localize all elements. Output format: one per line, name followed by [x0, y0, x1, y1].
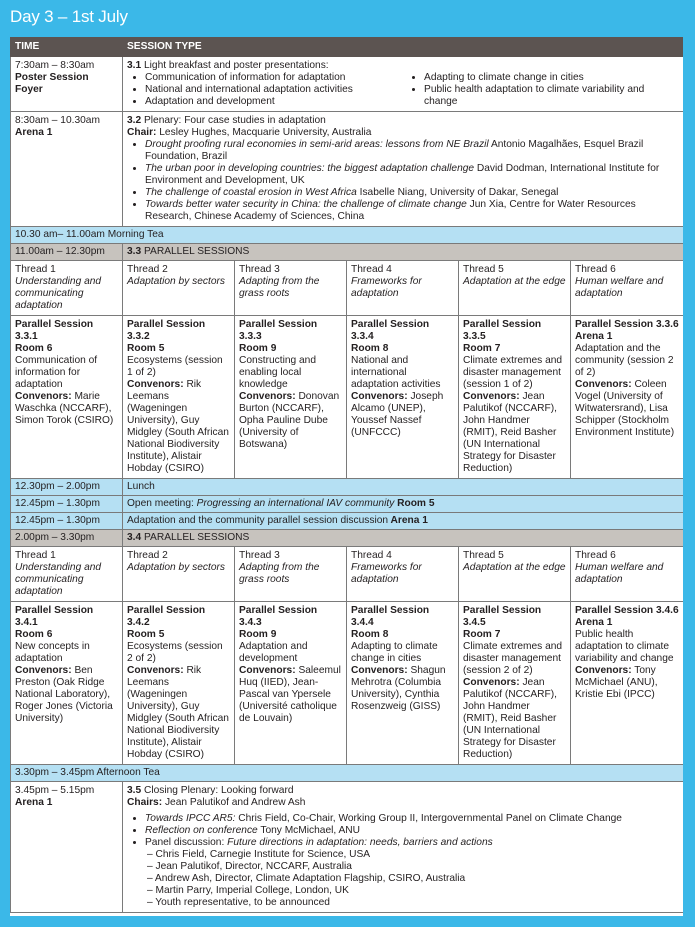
session-cell [123, 57, 684, 112]
page-title: Day 3 – 1st July [10, 7, 128, 26]
panel-list [127, 849, 679, 909]
session-location: Arena 1 [15, 127, 53, 138]
session-number: 3.1 [127, 60, 142, 71]
chair-label: Chairs: [127, 797, 163, 808]
thread-cell: Thread 1 Understanding and communicating adaptation [11, 261, 123, 316]
thread-cell: Thread 2 Adaptation by sectors [123, 261, 235, 316]
session-time: 12.45pm – 1.30pm [11, 513, 123, 530]
break-row [11, 765, 684, 782]
break-row [11, 227, 684, 244]
parallel-title: 3.4 PARALLEL SESSIONS [123, 530, 684, 547]
list-item: • Adapting to climate change in cities [424, 72, 679, 84]
session-location: Poster Session [15, 72, 89, 83]
meeting-label: Open meeting: Progressing an international IAV community Room 5 [123, 496, 684, 513]
thread-cell: Thread 5 Adaptation at the edge [459, 261, 571, 316]
threads-row-3-3 [11, 261, 684, 316]
list-item: – Martin Parry, Imperial College, London, UK [147, 885, 349, 896]
session-cell [123, 112, 684, 227]
thread-cell: Thread 6 Human welfare and adaptation [571, 261, 684, 316]
session-title: Closing Plenary: Looking forward [141, 785, 294, 796]
time-cell [11, 57, 123, 112]
session-time: 3.45pm – 5.15pm [15, 785, 95, 796]
thread-cell: Thread 3 Adapting from the grass roots [235, 261, 347, 316]
session-number: 3.2 [127, 115, 142, 126]
morning-tea: 10.30 am– 11.00am Morning Tea [11, 227, 684, 244]
list-item: • Public health adaptation to climate variability and change [424, 84, 679, 108]
session-type-header: SESSION TYPE [123, 38, 684, 57]
poster-topics-right [406, 72, 679, 108]
session-title: Plenary: Four case studies in adaptation [141, 115, 326, 126]
session-cell [123, 782, 684, 913]
list-item: • National and international adaptation activities [145, 84, 400, 96]
time-cell [11, 782, 123, 913]
chair-name: Lesley Hughes, Macquarie University, Australia [156, 127, 372, 138]
parallel-session-cell: Parallel Session 3.4.6 Arena 1 Public health adaptation to climate variability and change Convenors: Tony McMichael (ANU), Kristie Ebi (IPCC) [571, 602, 684, 765]
parallel-session-cell: Parallel Session 3.3.2 Room 5 Ecosystems (session 1 of 2) Convenors: Rik Leemans (Wageningen University), Guy Midgley (South African National Biodiversity Institute), Alistair Hobday (CSIRO) [123, 316, 235, 479]
time-cell [11, 112, 123, 227]
meeting-row [11, 496, 684, 513]
parallel-session-cell: Parallel Session 3.4.2 Room 5 Ecosystems (session 2 of 2) Convenors: Rik Leemans (Wageningen University), Guy Midgley (South African National Biodiversity Institute), Alistair Hobday (CSIRO) [123, 602, 235, 765]
parallel-session-cell: Parallel Session 3.4.5 Room 7 Climate extremes and disaster management (session 2 of 2) Convenors: Jean Palutikof (NCCARF), John Handmer (RMIT), Reid Basher (UN International Strategy for Disaster Reduction) [459, 602, 571, 765]
session-location: Arena 1 [15, 797, 53, 808]
parallel-session-cell: Parallel Session 3.4.4 Room 8 Adapting to climate change in cities Convenors: Shagun Mehrotra (Columbia University), Cynthia Rosenzweig (GISS) [347, 602, 459, 765]
list-item: • The challenge of coastal erosion in West Africa Isabelle Niang, University of Dakar, Senegal [145, 187, 679, 199]
thread-cell: Thread 4 Frameworks for adaptation [347, 261, 459, 316]
discussion-row [11, 513, 684, 530]
session-number: 3.5 [127, 785, 142, 796]
list-item: • Towards better water security in China: the challenge of climate change Jun Xia, Centre for Water Resources Research, Chinese Academy of Sciences, China [145, 199, 679, 223]
thread-cell: Thread 2 Adaptation by sectors [123, 547, 235, 602]
session-time: 8:30am – 10.30am [15, 115, 100, 126]
closing-items [127, 813, 679, 849]
thread-cell: Thread 3 Adapting from the grass roots [235, 547, 347, 602]
session-location: Foyer [15, 84, 43, 95]
parallel-session-cell: Parallel Session 3.3.4 Room 8 National and international adaptation activities Convenors: Joseph Alcamo (UNEP), Youssef Nassef (UNFCCC) [347, 316, 459, 479]
session-time: 7:30am – 8:30am [15, 60, 95, 71]
parallel-session-cell: Parallel Session 3.4.1 Room 6 New concepts in adaptation Convenors: Ben Preston (Oak Ridge National Laboratory), Roger Jones (Victoria University) [11, 602, 123, 765]
poster-topics-left [127, 72, 400, 108]
thread-cell: Thread 6 Human welfare and adaptation [571, 547, 684, 602]
list-item: • Adaptation and development [145, 96, 400, 108]
list-item: – Jean Palutikof, Director, NCCARF, Australia [147, 861, 352, 872]
session-time: 11.00am – 12.30pm [11, 244, 123, 261]
session-time: 2.00pm – 3.30pm [11, 530, 123, 547]
parallel-header-3-4 [11, 530, 684, 547]
sessions-row-3-4 [11, 602, 684, 765]
lunch-label: Lunch [123, 479, 684, 496]
session-row-3-5 [11, 782, 684, 913]
list-item: • Panel discussion: Future directions in adaptation: needs, barriers and actions [145, 837, 679, 849]
list-item: – Chris Field, Carnegie Institute for Science, USA [147, 849, 371, 860]
list-item: – Andrew Ash, Director, Climate Adaptation Flagship, CSIRO, Australia [147, 873, 466, 884]
afternoon-tea: 3.30pm – 3.45pm Afternoon Tea [11, 765, 684, 782]
parallel-title: 3.3 PARALLEL SESSIONS [123, 244, 684, 261]
list-item: • Towards IPCC AR5: Chris Field, Co-Chair, Working Group II, Intergovernmental Panel on Climate Change [145, 813, 679, 825]
table-header [11, 38, 684, 57]
list-item: – Youth representative, to be announced [147, 897, 330, 908]
parallel-session-cell: Parallel Session 3.3.6 Arena 1 Adaptation and the community (session 2 of 2) Convenors: Coleen Vogel (University of Witwatersrand), Lisa Schipper (Stockholm Environment Institute) [571, 316, 684, 479]
session-time: 12.30pm – 2.00pm [11, 479, 123, 496]
threads-row-3-4 [11, 547, 684, 602]
list-item: • Reflection on conference Tony McMichael, ANU [145, 825, 679, 837]
parallel-session-cell: Parallel Session 3.3.1 Room 6 Communication of information for adaptation Convenors: Marie Waschka (NCCARF), Simon Torok (CSIRO) [11, 316, 123, 479]
thread-cell: Thread 5 Adaptation at the edge [459, 547, 571, 602]
session-time: 12.45pm – 1.30pm [11, 496, 123, 513]
thread-cell: Thread 4 Frameworks for adaptation [347, 547, 459, 602]
parallel-header-3-3 [11, 244, 684, 261]
parallel-session-cell: Parallel Session 3.3.3 Room 9 Constructing and enabling local knowledge Convenors: Donovan Burton (NCCARF), Opha Pauline Dube (University of Botswana) [235, 316, 347, 479]
list-item: • Communication of information for adaptation [145, 72, 400, 84]
discussion-label: Adaptation and the community parallel session discussion Arena 1 [123, 513, 684, 530]
sessions-row-3-3 [11, 316, 684, 479]
parallel-session-cell: Parallel Session 3.4.3 Room 9 Adaptation and development Convenors: Saleemul Huq (IIED), Jean-Pascal van Ypersele (Université catholique de Louvain) [235, 602, 347, 765]
lunch-row [11, 479, 684, 496]
parallel-session-cell: Parallel Session 3.3.5 Room 7 Climate extremes and disaster management (session 1 of 2) Convenors: Jean Palutikof (NCCARF), John Handmer (RMIT), Reid Basher (UN International Strategy for Disaster Reduction) [459, 316, 571, 479]
session-title: Light breakfast and poster presentations: [141, 60, 329, 71]
programme-table [10, 37, 683, 916]
list-item: • The urban poor in developing countries: the biggest adaptation challenge David Dodman, International Institute for Environment and Development, UK [145, 163, 679, 187]
list-item: • Drought proofing rural economies in semi-arid areas: lessons from NE Brazil Antonio Magalhães, Esquel Brazil Foundation, Brazil [145, 139, 679, 163]
chair-label: Chair: [127, 127, 157, 138]
time-header: TIME [11, 38, 123, 57]
session-row-3-1 [11, 57, 684, 112]
session-row-3-2 [11, 112, 684, 227]
talk-list [127, 139, 679, 223]
chair-name: Jean Palutikof and Andrew Ash [162, 797, 306, 808]
thread-cell: Thread 1 Understanding and communicating adaptation [11, 547, 123, 602]
